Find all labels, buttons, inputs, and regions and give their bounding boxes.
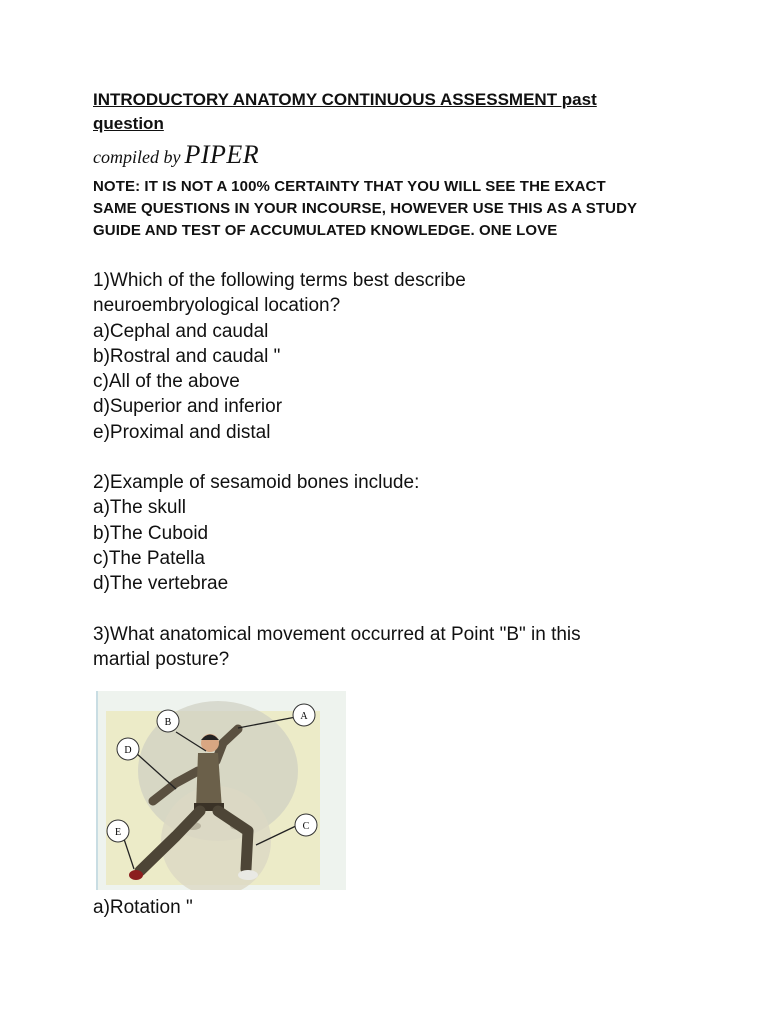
- answer-option: c)All of the above: [93, 371, 240, 393]
- figure-illustration: [98, 691, 346, 890]
- answer-option: c)The Patella: [93, 547, 205, 569]
- answer-option: b)The Cuboid: [93, 522, 209, 544]
- question-3-options: [93, 895, 193, 920]
- document-title: [93, 88, 713, 136]
- figure-label-a: A: [300, 711, 308, 722]
- figure-label-b: B: [164, 717, 172, 728]
- answer-option: b)Rostral and caudal ": [93, 345, 281, 367]
- compiled-by-prefix: compiled by: [93, 147, 181, 167]
- question-2: [93, 470, 713, 596]
- answer-option: a)The skull: [93, 497, 186, 519]
- note: [93, 176, 713, 242]
- answer-option: d)The vertebrae: [93, 573, 229, 595]
- note-line: GUIDE AND TEST OF ACCUMULATED KNOWLEDGE. ONE LOVE: [93, 222, 558, 239]
- answer-option: d)Superior and inferior: [93, 396, 283, 418]
- compiler-name: PIPER: [184, 140, 260, 169]
- figure-label-d: D: [124, 745, 132, 756]
- question-3: [93, 622, 713, 673]
- question-text: 3)What anatomical movement occurred at Point "B" in this: [93, 623, 581, 645]
- answer-option: e)Proximal and distal: [93, 421, 271, 443]
- question-text: neuroembryological location?: [93, 295, 341, 317]
- question-text: martial posture?: [93, 648, 230, 670]
- answer-option: a)Cephal and caudal: [93, 320, 269, 342]
- question-text: 2)Example of sesamoid bones include:: [93, 472, 420, 494]
- title-line-2: question: [93, 114, 164, 133]
- title-line-1: INTRODUCTORY ANATOMY CONTINUOUS ASSESSMENT past: [93, 90, 597, 109]
- note-line: SAME QUESTIONS IN YOUR INCOURSE, HOWEVER USE THIS AS A STUDY: [93, 200, 638, 217]
- answer-option: a)Rotation ": [93, 897, 193, 918]
- question-1: [93, 268, 713, 445]
- figure-label-e: E: [114, 827, 122, 838]
- compiled-by: [93, 140, 713, 174]
- question-text: 1)Which of the following terms best describe: [93, 270, 466, 291]
- figure-label-c: C: [302, 821, 310, 832]
- document-page: [93, 88, 713, 672]
- note-line: NOTE: IT IS NOT A 100% CERTAINTY THAT YOU WILL SEE THE EXACT: [93, 178, 606, 195]
- martial-posture-figure: [96, 691, 346, 890]
